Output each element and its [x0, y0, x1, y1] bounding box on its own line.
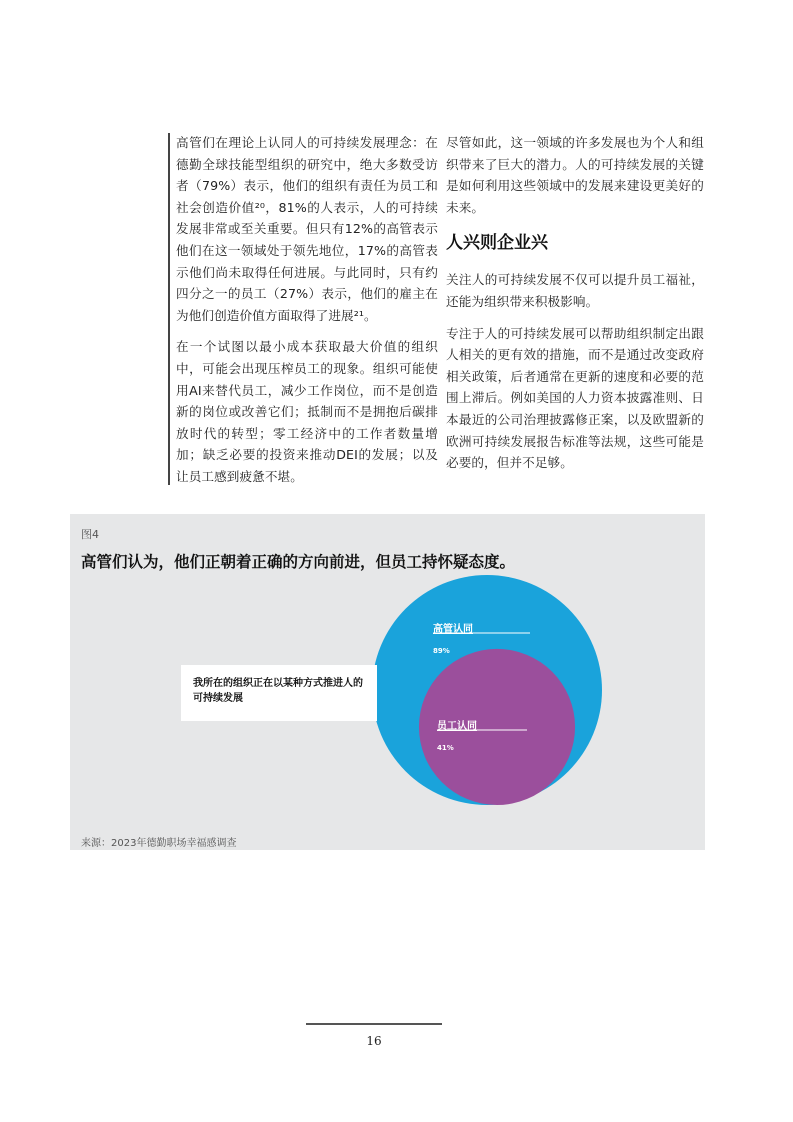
figure-panel — [70, 514, 705, 850]
employee-value-label: 41% — [437, 744, 454, 752]
left-paragraph-1: 高管们在理论上认同人的可持续发展理念：在德勤全球技能型组织的研究中，绝大多数受访者（79%）表示，他们的组织有责任为员工和社会创造价值²⁰，81%的人表示，人的可持续发展非常或至关重要。但只有12%的高管表示他们在这一领域处于领先地位，17%的高管表示他们尚未取得任何进展。与此同时，只有约四分之一的员工（27%）表示，他们的雇主在为他们创造价值方面取得了进展²¹。 — [176, 135, 438, 323]
left-text-column — [176, 132, 438, 488]
section-heading: 人兴则企业兴 — [446, 233, 548, 254]
page-number: 16 — [366, 1034, 382, 1048]
figure-source: 来源：2023年德勤职场幸福感调查 — [81, 838, 237, 849]
column-divider — [168, 133, 170, 485]
left-paragraph-2: 在一个试图以最小成本获取最大价值的组织中，可能会出现压榨员工的现象。组织可能使用AI来替代员工，减少工作岗位，而不是创造新的岗位或改善它们；抵制而不是拥抱后碳排放时代的转型；零工经济中的工作者数量增加；缺乏必要的投资来推动DEI的发展；以及让员工感到疲惫不堪。 — [176, 339, 438, 484]
executive-value-label: 89% — [433, 647, 450, 655]
nested-circle-chart — [70, 514, 705, 850]
figure-title: 高管们认为，他们正朝着正确的方向前进，但员工持怀疑态度。 — [81, 553, 516, 571]
right-text-column — [446, 132, 704, 474]
statement-text: 我所在的组织正在以某种方式推进人的可持续发展 — [193, 678, 363, 704]
footer-rule — [306, 1023, 442, 1025]
employee-series-label: 员工认同 — [437, 721, 477, 732]
right-paragraph-1: 尽管如此，这一领域的许多发展也为个人和组织带来了巨大的潜力。人的可持续发展的关键是如何利用这些领域中的发展来建设更美好的未来。 — [446, 135, 704, 215]
statement-box — [181, 665, 377, 721]
right-paragraph-2: 关注人的可持续发展不仅可以提升员工福祉，还能为组织带来积极影响。 — [446, 272, 704, 309]
right-paragraph-3: 专注于人的可持续发展可以帮助组织制定出跟人相关的更有效的措施，而不是通过改变政府相关政策，后者通常在更新的速度和必要的范围上滞后。例如美国的人力资本披露准则、日本最近的公司治理披露修正案，以及欧盟新的欧洲可持续发展报告标准等法规，这些可能是必要的，但并不足够。 — [446, 325, 704, 471]
executive-series-label: 高管认同 — [433, 624, 473, 635]
figure-label: 图4 — [81, 528, 99, 541]
